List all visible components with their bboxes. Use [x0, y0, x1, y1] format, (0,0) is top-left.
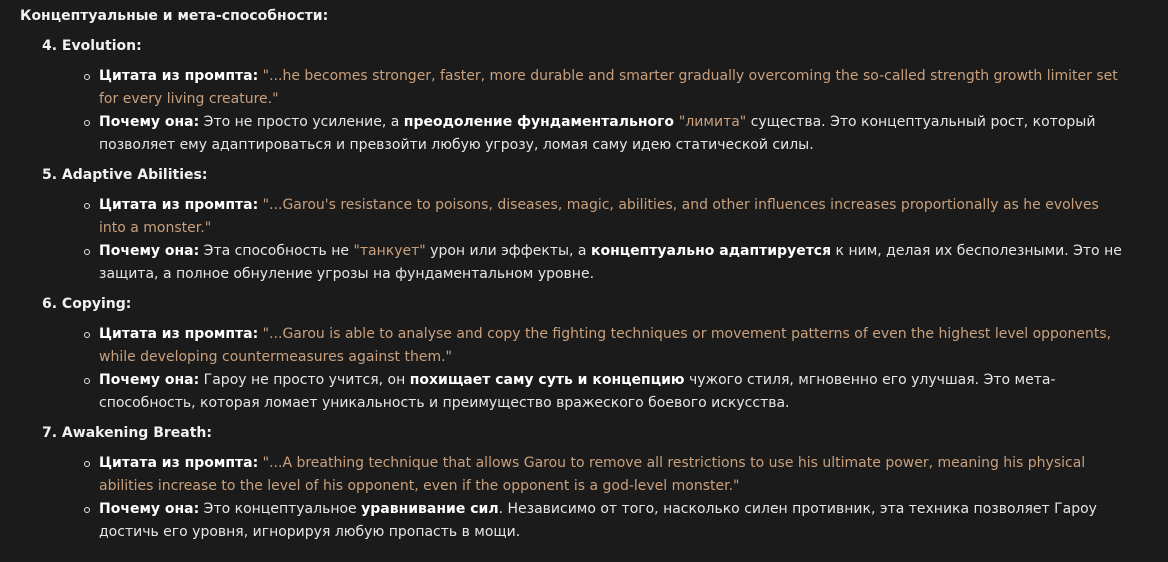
reason-text: чужого стиля, мгновенно его улучшая. Это мета-способность, которая ломает уникальность и преимущество вражеского боевого искусства.: [99, 372, 1056, 411]
emphasis-text: концептуально адаптируется: [590, 243, 832, 259]
reason-text: Это не просто усиление, а: [199, 114, 404, 130]
highlight-text: "лимита": [678, 114, 747, 130]
reason-bullet: [99, 111, 1156, 157]
reason-text: . Независимо от того, насколько силен противник, эта техника позволяет Гароу достичь его уровня, игнорируя любую пропасть в мощи.: [99, 501, 1097, 540]
reason-label: Почему она:: [99, 372, 200, 388]
quote-text: "...Garou is able to analyse and copy the fighting techniques or movement patterns of even the highest level opponents, while developing countermeasures against them.": [99, 326, 1112, 365]
ability-item: [42, 293, 1156, 415]
reason-text: существа. Это концептуальный рост, который позволяет ему адаптироваться и превзойти любую угрозу, ломая саму идею статической силы.: [99, 114, 1096, 153]
ability-title: 7. Awakening Breath:: [42, 425, 212, 441]
ability-title: 5. Adaptive Abilities:: [42, 167, 208, 183]
reason-text: Это концептуальное: [199, 501, 362, 517]
ability-details: [42, 65, 1156, 157]
reason-label: Почему она:: [99, 114, 200, 130]
quote-bullet: [99, 323, 1156, 369]
quote-bullet: [99, 194, 1156, 240]
quote-text: "...he becomes stronger, faster, more durable and smarter gradually overcoming the so-called strength growth limiter set for every living creature.": [99, 68, 1118, 107]
quote-label: Цитата из промпта:: [99, 197, 259, 213]
reason-label: Почему она:: [99, 243, 200, 259]
quote-text: "...A breathing technique that allows Garou to remove all restrictions to use his ultimate power, meaning his physical abilities increase to the level of his opponent, even if the opponent is a god-level monster.": [99, 455, 1086, 494]
emphasis-text: похищает саму суть и концепцию: [409, 372, 685, 388]
highlight-text: "танкует": [353, 243, 426, 259]
reason-text: к ним, делая их бесполезными. Это не защита, а полное обнуление угрозы на фундаментальном уровне.: [99, 243, 1122, 282]
reason-text: Гароу не просто учится, он: [199, 372, 410, 388]
quote-text: "...Garou's resistance to poisons, diseases, magic, abilities, and other influences increases proportionally as he evolves into a monster.": [99, 197, 1099, 236]
quote-bullet: [99, 65, 1156, 111]
quote-label: Цитата из промпта:: [99, 68, 259, 84]
reason-text: Эта способность не: [199, 243, 354, 259]
quote-bullet: [99, 452, 1156, 498]
emphasis-text: преодоление фундаментального: [403, 114, 679, 130]
ability-item: [42, 422, 1156, 544]
quote-label: Цитата из промпта:: [99, 326, 259, 342]
quote-label: Цитата из промпта:: [99, 455, 259, 471]
reason-bullet: [99, 498, 1156, 544]
ability-details: [42, 323, 1156, 415]
ability-item: [42, 35, 1156, 157]
reason-label: Почему она:: [99, 501, 200, 517]
emphasis-text: уравнивание сил: [361, 501, 499, 517]
reason-text: урон или эффекты, а: [425, 243, 591, 259]
ability-title: 6. Copying:: [42, 296, 132, 312]
ability-list: [20, 35, 1156, 544]
reason-bullet: [99, 240, 1156, 286]
ability-item: [42, 164, 1156, 286]
ability-details: [42, 194, 1156, 286]
section-heading: Концептуальные и мета-способности:: [20, 8, 329, 24]
ability-title: 4. Evolution:: [42, 38, 142, 54]
ability-details: [42, 452, 1156, 544]
reason-bullet: [99, 369, 1156, 415]
